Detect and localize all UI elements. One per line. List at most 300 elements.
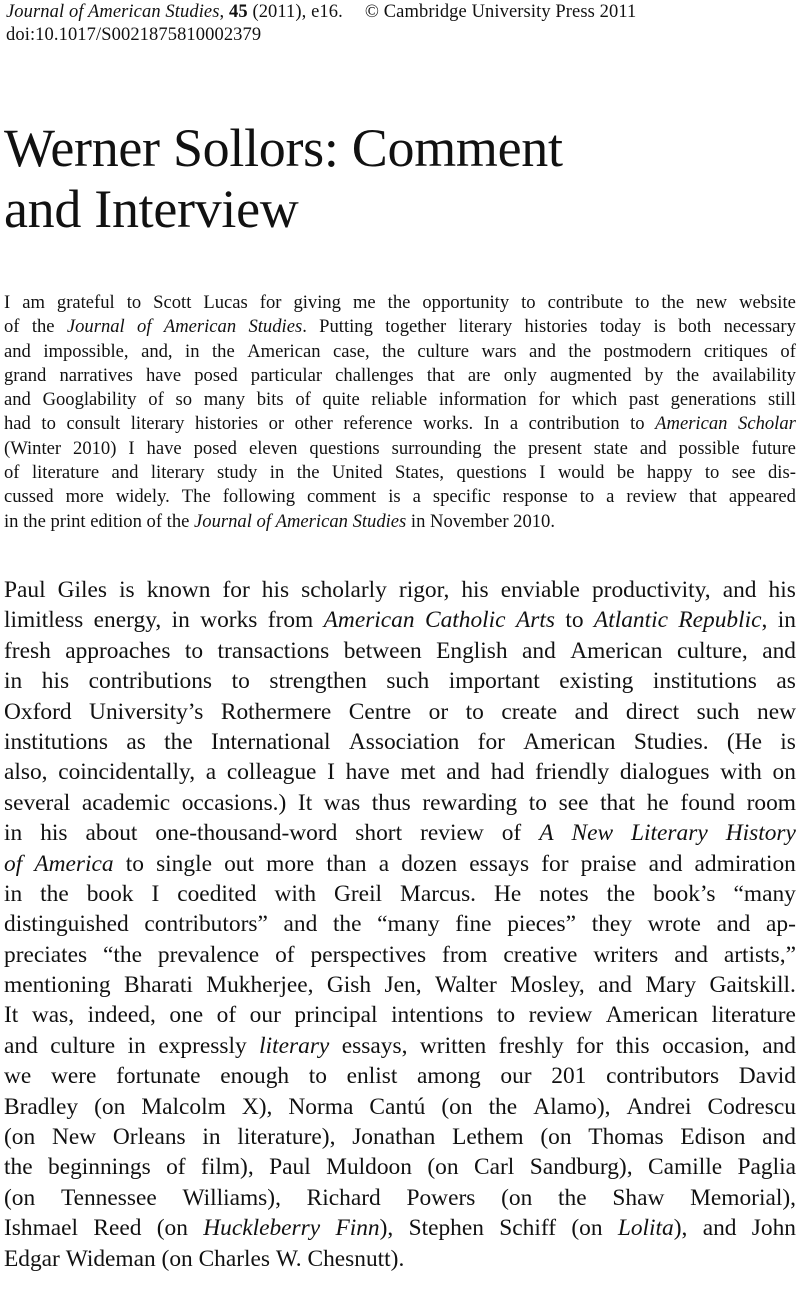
word: one-thousand-word — [155, 820, 338, 847]
word: is — [119, 577, 135, 603]
word: Republic, — [678, 607, 768, 634]
word: (He — [726, 728, 762, 755]
copyright-notice: © Cambridge University Press 2011 — [364, 2, 637, 22]
text-line — [4, 315, 796, 339]
word: (on — [156, 1215, 188, 1242]
word: essays — [469, 850, 530, 877]
word: or — [428, 698, 449, 725]
word: friendly — [535, 759, 610, 786]
word: postmodern — [603, 340, 692, 362]
word: also, — [4, 759, 48, 786]
word: Gish — [326, 972, 372, 999]
word: Putting — [319, 316, 373, 338]
word: happy — [646, 462, 693, 484]
word: distinguished — [4, 911, 129, 938]
word: a — [606, 486, 615, 508]
word: single — [156, 850, 212, 877]
word: Wideman — [65, 1245, 156, 1272]
text-line — [4, 788, 796, 818]
word: Studies — [352, 510, 407, 532]
word: grand — [4, 364, 47, 386]
word: literary — [150, 462, 205, 484]
word: be — [616, 462, 635, 484]
word: thus — [371, 789, 411, 816]
word: prevalence — [157, 941, 260, 968]
word: cussed — [4, 486, 54, 508]
word: possible — [678, 437, 740, 459]
word: and — [529, 340, 556, 362]
word: (on — [4, 1124, 36, 1151]
word: institutions — [4, 728, 108, 755]
word: information — [438, 389, 527, 411]
word: Journal — [194, 510, 252, 532]
word: W. — [275, 1245, 302, 1272]
word: Greil — [334, 880, 383, 907]
word: strengthen — [269, 668, 367, 695]
word: met — [400, 759, 436, 786]
word: in — [410, 510, 426, 532]
word: enlist — [346, 1063, 398, 1090]
word: in — [127, 1032, 146, 1059]
word: Thomas — [588, 1124, 664, 1151]
text-line — [4, 437, 796, 461]
word: Atlantic — [593, 607, 668, 634]
word: Scott — [153, 292, 192, 313]
word: Bradley — [4, 1093, 79, 1120]
word: John — [751, 1215, 796, 1242]
word: had — [4, 413, 31, 435]
word: histories — [194, 413, 258, 435]
word: about — [85, 820, 138, 847]
word: review — [528, 1002, 593, 1029]
word: eleven — [248, 437, 298, 459]
word: augmented — [549, 364, 632, 386]
word: pieces” — [507, 911, 577, 938]
word: Norma — [288, 1093, 354, 1120]
word: known — [146, 577, 211, 603]
word: Carl — [473, 1154, 515, 1181]
word: see — [731, 462, 756, 484]
word: important — [448, 668, 540, 695]
word: are — [467, 364, 491, 386]
word: Arts — [515, 607, 555, 634]
word: transactions — [217, 637, 330, 664]
word: with — [720, 759, 762, 786]
word: his — [461, 577, 489, 603]
word: and — [762, 637, 796, 664]
word: specific — [432, 486, 491, 508]
word: principal — [294, 1002, 378, 1029]
word: see — [558, 789, 589, 816]
word: bits — [256, 389, 284, 411]
word: preciates — [4, 941, 88, 968]
word: ap- — [766, 911, 796, 938]
word: wrote — [647, 911, 701, 938]
word: Rothermere — [220, 698, 332, 725]
word: of — [501, 820, 522, 847]
word: essays, — [341, 1032, 408, 1059]
word: occasions.) — [181, 789, 287, 816]
text-line — [4, 1152, 796, 1182]
word: States, — [395, 462, 445, 484]
word: to — [528, 789, 547, 816]
word: the — [606, 880, 636, 907]
word: to — [41, 413, 56, 435]
word: New — [51, 1124, 97, 1151]
text-line — [4, 575, 796, 605]
word: he — [646, 789, 669, 816]
word: his — [768, 577, 796, 603]
word: Williams), — [182, 1184, 281, 1211]
word: American — [163, 316, 237, 338]
word: coincidentally, — [58, 759, 196, 786]
title-line-2: and Interview — [4, 179, 299, 239]
word: Tennessee — [60, 1184, 157, 1211]
title-line-1: Werner Sollors: Comment — [4, 118, 563, 178]
word: Shaw — [612, 1184, 665, 1211]
word: a — [378, 850, 390, 877]
word: occasion, — [662, 1032, 750, 1059]
word: indeed, — [87, 1002, 156, 1029]
word: and — [762, 1032, 796, 1059]
text-line — [4, 1061, 796, 1091]
word: “the — [103, 941, 142, 968]
word: would — [557, 462, 605, 484]
word: literary — [458, 316, 513, 338]
word: is — [653, 316, 666, 338]
word: American — [605, 1002, 698, 1029]
word: Mosley, — [510, 972, 585, 999]
word: Ishmael — [4, 1215, 79, 1242]
word: his — [261, 577, 290, 603]
word: Mukherjee, — [206, 972, 314, 999]
word: dis- — [768, 462, 796, 484]
word: among — [417, 1063, 481, 1090]
word: book’s — [653, 880, 716, 907]
word: comment — [307, 486, 377, 508]
word: and — [283, 911, 318, 938]
word: Gaitskill. — [709, 972, 796, 999]
word: of — [146, 510, 163, 532]
word: in — [202, 1124, 221, 1151]
text-line — [4, 697, 796, 727]
word: state — [593, 437, 628, 459]
word: in — [269, 462, 285, 484]
word: colleague — [226, 759, 317, 786]
word: impossible, — [43, 340, 129, 362]
word: Googlability — [42, 389, 137, 411]
word: by — [644, 364, 664, 386]
word: literary — [259, 1032, 330, 1059]
word: for — [541, 850, 569, 877]
word: his — [40, 820, 68, 847]
word: Lolita), — [617, 1215, 688, 1242]
word: a — [412, 486, 421, 508]
text-line — [4, 364, 796, 388]
word: out — [224, 850, 254, 877]
word: several — [4, 789, 71, 816]
doi[interactable]: doi:10.1017/S0021875810002379 — [6, 25, 262, 45]
word: so — [175, 389, 193, 411]
word: have — [145, 364, 182, 386]
word: the — [568, 340, 592, 362]
word: artists,” — [723, 941, 796, 968]
text-line — [4, 461, 796, 485]
word: (on — [501, 1184, 533, 1211]
word: new — [696, 292, 728, 313]
text-line — [4, 940, 796, 970]
text-line — [4, 412, 796, 436]
word: rigor, — [398, 577, 450, 603]
word: (on — [161, 1245, 193, 1272]
word: giving — [293, 292, 341, 313]
word: (Winter — [4, 437, 62, 459]
word: Andrei — [626, 1093, 692, 1120]
word: Edgar — [4, 1245, 60, 1272]
word: and — [716, 911, 751, 938]
word: academic — [81, 789, 171, 816]
word: It — [4, 1002, 19, 1029]
word: availability — [712, 364, 796, 386]
word: Mary — [645, 972, 697, 999]
text-line — [4, 485, 796, 509]
word: I — [4, 292, 11, 313]
word: our — [249, 1002, 281, 1029]
word: American — [523, 728, 616, 755]
word: the — [382, 340, 405, 362]
word: Journal — [66, 316, 125, 338]
word: edition — [90, 510, 142, 532]
word: Oxford — [4, 698, 72, 725]
word: scholarly — [301, 577, 387, 603]
word: American — [323, 607, 415, 634]
word: reliable — [371, 389, 428, 411]
word: 2010. — [513, 510, 555, 532]
word: Studies. — [633, 728, 709, 755]
word: beginnings — [48, 1154, 151, 1181]
word: the — [4, 1154, 33, 1181]
word: the — [676, 364, 700, 386]
word: I — [327, 759, 335, 786]
word: Lethem — [452, 1124, 524, 1151]
word: writers — [593, 941, 659, 968]
word: and, — [141, 340, 173, 362]
word: Studies. — [248, 316, 307, 338]
text-line — [4, 1000, 796, 1030]
word: literary — [130, 413, 185, 435]
text-line — [4, 849, 796, 879]
word: existing — [559, 668, 634, 695]
word: the — [23, 510, 46, 532]
word: rewarding — [422, 789, 518, 816]
word: in — [777, 607, 796, 634]
word: contributors — [606, 1063, 720, 1090]
word: for — [259, 292, 282, 313]
text-line — [4, 340, 796, 364]
word: in — [4, 880, 23, 907]
word: challenges — [335, 364, 414, 386]
word: the — [387, 292, 411, 313]
word: create — [501, 698, 558, 725]
word: and — [648, 850, 683, 877]
word: on — [772, 759, 796, 786]
word: only — [503, 364, 537, 386]
word: one — [169, 1002, 204, 1029]
word: (on — [540, 1124, 572, 1151]
word: more — [65, 486, 104, 508]
word: Schiff — [499, 1215, 557, 1242]
word: The — [181, 486, 211, 508]
word: 201 — [551, 1063, 587, 1090]
word: the — [558, 1184, 587, 1211]
word: of — [4, 462, 20, 484]
text-line — [4, 636, 796, 666]
word: past — [628, 389, 659, 411]
word: of — [780, 340, 796, 362]
word: for — [477, 728, 505, 755]
word: works. — [423, 413, 474, 435]
word: today — [599, 316, 642, 338]
word: future — [751, 437, 796, 459]
word: expressly — [158, 1032, 247, 1059]
word: mentioning — [4, 972, 111, 999]
word: contribution — [528, 413, 620, 435]
word: that — [600, 789, 636, 816]
word: following — [222, 486, 296, 508]
word: enough — [220, 1063, 290, 1090]
word: was, — [31, 1002, 75, 1029]
word: “many — [733, 880, 796, 907]
word: literature — [31, 462, 100, 484]
word: many — [203, 389, 246, 411]
word: review — [420, 820, 484, 847]
word: Walter — [435, 972, 497, 999]
word: Chesnutt). — [307, 1245, 405, 1272]
word: dialogues — [619, 759, 710, 786]
word: of — [4, 316, 20, 338]
word: generations — [670, 389, 757, 411]
word: Literary — [631, 820, 708, 847]
word: is — [388, 486, 401, 508]
word: Codrescu — [707, 1093, 796, 1120]
word: to — [496, 1002, 516, 1029]
word: the — [493, 437, 517, 459]
word: Alamo), — [533, 1093, 611, 1120]
word: Richard — [306, 1184, 381, 1211]
word: Malcolm — [141, 1093, 226, 1120]
word: approaches — [65, 637, 171, 664]
word: English — [436, 637, 508, 664]
text-line — [4, 1244, 796, 1274]
word: to — [521, 292, 536, 313]
word: is — [780, 728, 796, 755]
word: for — [222, 577, 250, 603]
word: November — [430, 510, 509, 532]
word: and — [111, 462, 139, 484]
word: Giles — [57, 577, 108, 603]
word: wars — [481, 340, 517, 362]
word: for — [576, 1032, 604, 1059]
word: for — [538, 389, 561, 411]
word: case, — [333, 340, 370, 362]
word: to — [579, 486, 595, 508]
word: we — [4, 1063, 32, 1090]
text-line — [4, 1031, 796, 1061]
word: I — [539, 462, 546, 484]
word: still — [767, 389, 796, 411]
word: opportunity — [422, 292, 510, 313]
word: culture — [417, 340, 469, 362]
text-line — [4, 666, 796, 696]
word: perspectives — [310, 941, 427, 968]
word: and — [446, 759, 480, 786]
word: posed — [194, 364, 238, 386]
word: had — [490, 759, 525, 786]
word: Marcus. — [400, 880, 477, 907]
word: Charles — [198, 1245, 271, 1272]
word: from — [442, 941, 488, 968]
word: It — [297, 789, 313, 816]
word: consult — [66, 413, 121, 435]
word: they — [591, 911, 632, 938]
word: as — [776, 668, 796, 695]
word: I — [128, 437, 135, 459]
word: and — [702, 1215, 737, 1242]
word: direct — [625, 698, 680, 725]
word: I — [151, 880, 160, 907]
word: have — [345, 759, 390, 786]
word: praise — [580, 850, 637, 877]
word: contribute — [547, 292, 623, 313]
word: literature — [711, 1002, 796, 1029]
word: Sandburg), — [529, 1154, 633, 1181]
word: energy, — [93, 607, 162, 634]
word: Muldoon — [326, 1154, 412, 1181]
abstract-paragraph — [4, 291, 796, 534]
word: of — [137, 316, 152, 338]
word: Reed — [93, 1215, 142, 1242]
word: of — [166, 1154, 186, 1181]
word: from — [267, 607, 314, 634]
word: Paul — [4, 577, 46, 603]
text-line — [4, 1213, 796, 1243]
word: in — [185, 340, 200, 362]
word: Bharati — [124, 972, 193, 999]
word: coedited — [177, 880, 257, 907]
word: the — [166, 510, 190, 532]
text-line — [4, 510, 796, 534]
word: culture — [50, 1032, 116, 1059]
word: to — [630, 413, 645, 435]
word: in — [4, 668, 23, 695]
word: 2010) — [73, 437, 117, 459]
word: “many — [377, 911, 440, 938]
word: the — [661, 292, 685, 313]
word: Paul — [269, 1154, 311, 1181]
word: of — [148, 389, 164, 411]
journal-name: Journal of American Studies — [6, 2, 220, 22]
word: notes — [539, 880, 589, 907]
word: particular — [250, 364, 323, 386]
word: A — [539, 820, 554, 847]
word: Paglia — [737, 1154, 796, 1181]
word: between — [343, 637, 422, 664]
word: contributions — [88, 668, 213, 695]
word: and — [598, 972, 632, 999]
word: which — [571, 389, 618, 411]
word: and — [522, 637, 556, 664]
word: the — [164, 728, 193, 755]
